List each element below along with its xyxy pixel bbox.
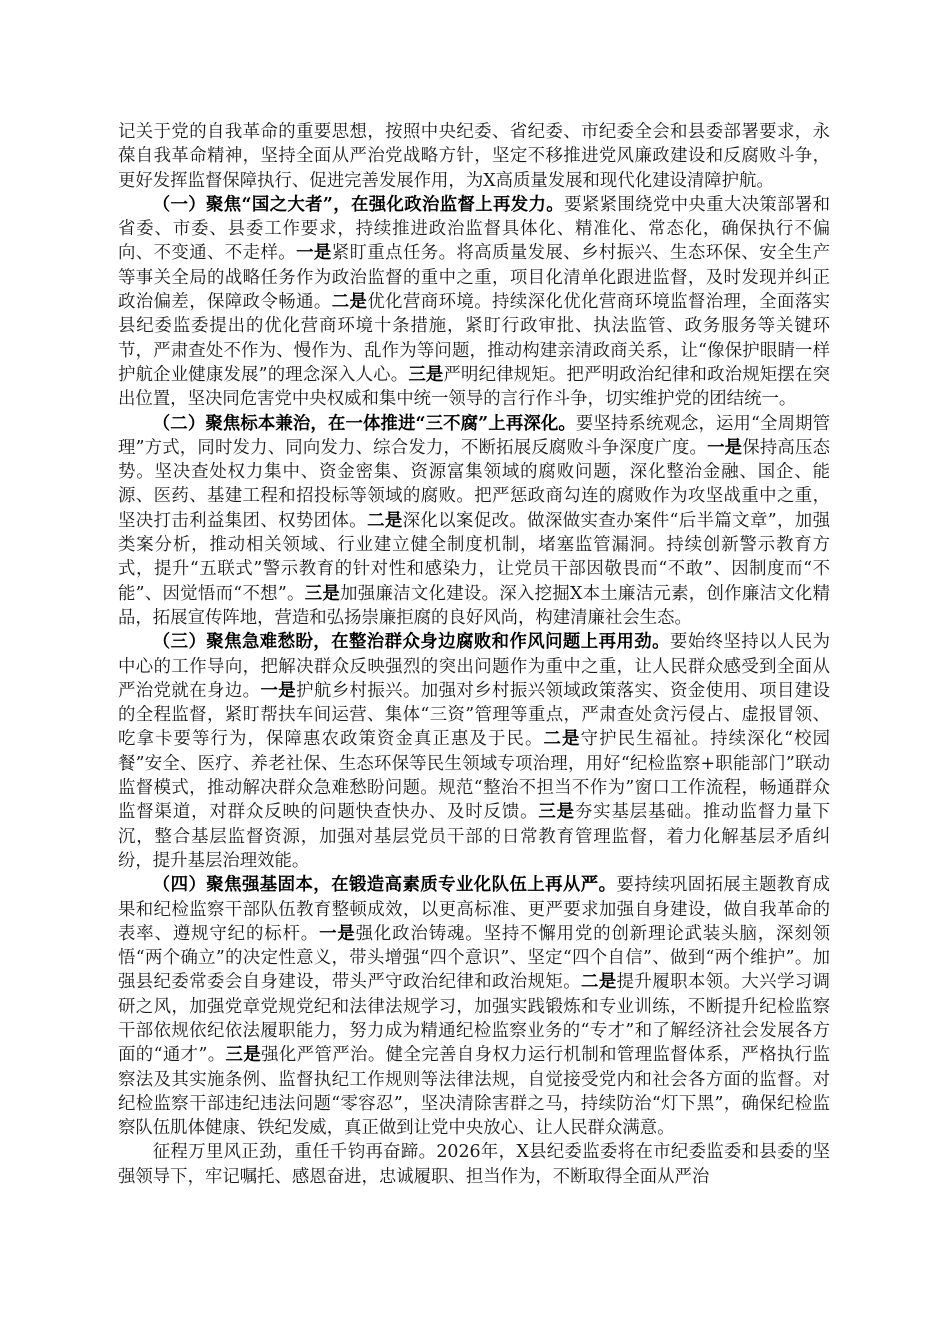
text-segment: 要坚持系统观念，运用“全周期管理”方式，同时发力、同向发力、综合发力，不断拓展反腐败斗争深度广度。 xyxy=(118,413,830,458)
text-segment: 守护民生福祉。持续深化“校园餐”安全、医疗、养老社保、生态环保等民生领域专项治理，用好“纪检监察+职能部门”联动监督模式，推动解决群众急难愁盼问题。规范“整治不担当不作为”窗口工作流程，畅通群众监督渠道，对群众反映的问题快查快办、及时反馈。 xyxy=(118,729,830,823)
paragraph-section-2 xyxy=(118,412,830,631)
section-heading: （四）聚焦强基固本，在锻造高素质专业化队伍上再从严。 xyxy=(152,875,617,896)
paragraph-section-4 xyxy=(118,873,830,1140)
section-heading: （二）聚焦标本兼治，在一体推进“三不腐”上再深化。 xyxy=(152,413,576,434)
text-segment: 提升履职本领。大兴学习调研之风，加强党章党规党纪和法律法规学习，加强实践锻炼和专业训练，不断提升纪检监察干部依规依纪依法履职能力，努力成为精通纪检监察业务的“专才”和了解经济社会发展各方面的“通才”。 xyxy=(118,972,830,1066)
point-marker: 二是 xyxy=(331,292,368,313)
section-heading: （一）聚焦“国之大者”，在强化政治监督上再发力。 xyxy=(152,194,565,215)
point-marker: 一是 xyxy=(260,680,297,701)
point-marker: 二是 xyxy=(581,972,617,993)
point-marker: 三是 xyxy=(304,583,341,604)
text-segment: 护航乡村振兴。加强对乡村振兴领域政策落实、资金使用、项目建设的全程监督，紧盯帮扶车间运营、集体“三资”管理等重点，严肃查处贪污侵占、虚报冒领、吃拿卡要等行为，保障惠农政策资金真正惠及于民。 xyxy=(118,680,830,750)
text-segment: 要始终坚持以人民为中心的工作导向，把解决群众反映强烈的突出问题作为重中之重，让人民群众感受到全面从严治党就在身边。 xyxy=(118,632,830,701)
text-segment: 要紧紧围绕党中央重大决策部署和省委、市委、县委工作要求，持续推进政治监督具体化、精准化、常态化，确保执行不偏向、不变通、不走样。 xyxy=(118,194,830,264)
point-marker: 二是 xyxy=(543,729,581,750)
paragraph-section-3 xyxy=(118,630,830,873)
paragraph-closing xyxy=(118,1140,830,1189)
text-segment: 强化政治铸魂。坚持不懈用党的创新理论武装头脑，深刻领悟“两个确立”的决定性意义，带头增强“四个意识”、坚定“四个自信”、做到“两个维护”。加强县纪委常委会自身建设，带头严守政治纪律和政治规矩。 xyxy=(118,923,830,993)
text-segment: 保持高压态势。坚决查处权力集中、资金密集、资源富集领域的腐败问题，深化整治金融、国企、能源、医药、基建工程和招投标等领域的腐败。把严惩政商勾连的腐败作为攻坚战重中之重，坚决打击利益集团、权势团体。 xyxy=(118,437,830,531)
section-heading: （三）聚焦急难愁盼，在整治群众身边腐败和作风问题上再用劲。 xyxy=(152,632,670,653)
point-marker: 三是 xyxy=(408,364,444,385)
text-segment: 加强廉洁文化建设。深入挖掘X本土廉洁元素，创作廉洁文化精品，拓展宣传阵地，营造和弘扬崇廉拒腐的良好风尚，构建清廉社会生态。 xyxy=(118,583,830,628)
point-marker: 三是 xyxy=(225,1045,262,1066)
point-marker: 一是 xyxy=(296,243,332,264)
document-page xyxy=(118,120,830,1189)
text-segment: 强化严管严治。健全完善自身权力运行机制和管理监督体系，严格执行监察法及其实施条例、监督执纪工作规则等法律法规，自觉接受党内和社会各方面的监督。对纪检监察干部违纪违法问题“零容忍”，坚决清除害群之马，持续防治“灯下黑”，确保纪检监察队伍肌体健康、铁纪发威，真正做到让党中央放心、让人民群众满意。 xyxy=(118,1045,830,1139)
point-marker: 三是 xyxy=(538,802,575,823)
paragraph-intro xyxy=(118,120,830,193)
text-segment: 优化营商环境。持续深化优化营商环境监督治理，全面落实县纪委监委提出的优化营商环境十条措施，紧盯行政审批、执法监管、政务服务等关键环节，严肃查处不作为、慢作为、乱作为等问题，推动构建亲清政商关系，让“像保护眼睛一样护航企业健康发展”的理念深入人心。 xyxy=(118,292,830,385)
text-segment: 要持续巩固拓展主题教育成果和纪检监察干部队伍教育整顿成效，以更高标准、更严要求加强自身建设，做自我革命的表率、遵规守纪的标杆。 xyxy=(118,875,830,944)
text-segment: 严明纪律规矩。把严明政治纪律和政治规矩摆在突出位置，坚决同危害党中央权威和集中统一领导的言行作斗争，切实维护党的团结统一。 xyxy=(118,364,830,410)
text-segment: 深化以案促改。做深做实查办案件“后半篇文章”，加强类案分析，推动相关领域、行业建立健全制度机制，堵塞监管漏洞。持续创新警示教育方式，提升“五联式”警示教育的针对性和感染力，让党员干部因敬畏而“不敢”、因制度而“不能”、因觉悟而“不想”。 xyxy=(118,510,830,604)
text-segment: 记关于党的自我革命的重要思想，按照中央纪委、省纪委、市纪委全会和县委部署要求，永葆自我革命精神，坚持全面从严治党战略方针，坚定不移推进党风廉政建设和反腐败斗争，更好发挥监督保障执行、促进完善发展作用，为X高质量发展和现代化建设清障护航。 xyxy=(118,122,830,191)
text-segment: 紧盯重点任务。将高质量发展、乡村振兴、生态环保、安全生产等事关全局的战略任务作为政治监督的重中之重，项目化清单化跟进监督，及时发现并纠正政治偏差，保障政令畅通。 xyxy=(118,243,830,313)
text-segment: 征程万里风正劲，重任千钧再奋蹄。2026年，X县纪委监委将在市纪委监委和县委的坚强领导下，牢记嘱托、感恩奋进，忠诚履职、担当作为，不断取得全面从严治 xyxy=(118,1142,830,1187)
paragraph-section-1 xyxy=(118,193,830,412)
point-marker: 一是 xyxy=(319,923,356,944)
point-marker: 二是 xyxy=(367,510,403,531)
point-marker: 一是 xyxy=(707,437,743,458)
text-segment: 夯实基层基础。推动监督力量下沉，整合基层监督资源，加强对基层党员干部的日常教育管理监督，着力化解基层矛盾纠纷，提升基层治理效能。 xyxy=(118,802,830,871)
